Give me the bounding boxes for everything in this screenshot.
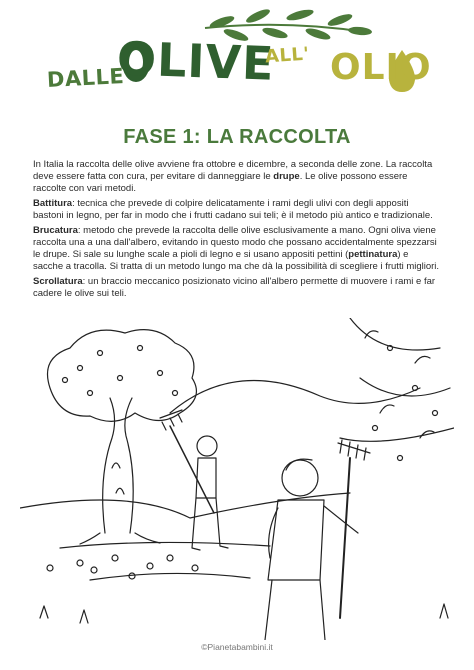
logo-word-all: ALL' <box>264 43 311 68</box>
method-battitura: Battitura: tecnica che prevede di colpire delicatamente i rami degli ulivi con degli appositi bastoni in legno, per far in modo che i frutti cadano sui teli; è il metodo più antico e tradizionale. <box>33 198 433 221</box>
logo-word-dalle: DALLE <box>46 63 125 93</box>
body-text <box>33 159 441 303</box>
intro-paragraph: In Italia la raccolta delle olive avviene fra ottobre e dicembre, a seconda delle zone. La raccolta deve essere fatta con cura, per evitare di danneggiare le drupe. Le olive possono essere raccolte con vari metodi. <box>33 159 433 194</box>
pettinatura-term: pettinatura <box>348 249 398 260</box>
harvest-illustration <box>20 318 454 640</box>
olive-tree-canopy <box>48 330 197 422</box>
copyright-footer: ©Pianetabambini.it <box>201 642 273 652</box>
hill-line <box>170 380 420 413</box>
method-term: Scrollatura <box>33 276 83 287</box>
foreground-person-head <box>282 460 318 496</box>
method-brucatura: Brucatura: metodo che prevede la raccolta delle olive esclusivamente a mano. Ogni oliva viene raccolta una a una dall'albero, evitando in questo modo che possano accidentalmente spezzarsi le drupe. Si sale su lunghe scale a pioli di legno e si usano appositi pettini (pettinatura) e sacche a tracolla. Si tratta di un metodo lungo ma che dà la possibilità di scegliere i frutti migliori. <box>33 225 440 272</box>
page-title: FASE 1: LA RACCOLTA <box>123 126 351 148</box>
logo-word-olive: OLIVE <box>116 31 276 91</box>
logo-header <box>0 0 474 120</box>
background-person-head <box>197 436 217 456</box>
logo-word-olio: OLIO <box>330 47 432 88</box>
right-tree-branches <box>340 318 454 441</box>
method-term: Brucatura <box>33 225 78 236</box>
method-scrollatura: Scrollatura: un braccio meccanico posizionato vicino all'albero permette di muovere i rami e far cadere le olive sui teli. <box>33 276 436 299</box>
method-term: Battitura <box>33 198 73 209</box>
drupe-term: drupe <box>273 171 300 182</box>
